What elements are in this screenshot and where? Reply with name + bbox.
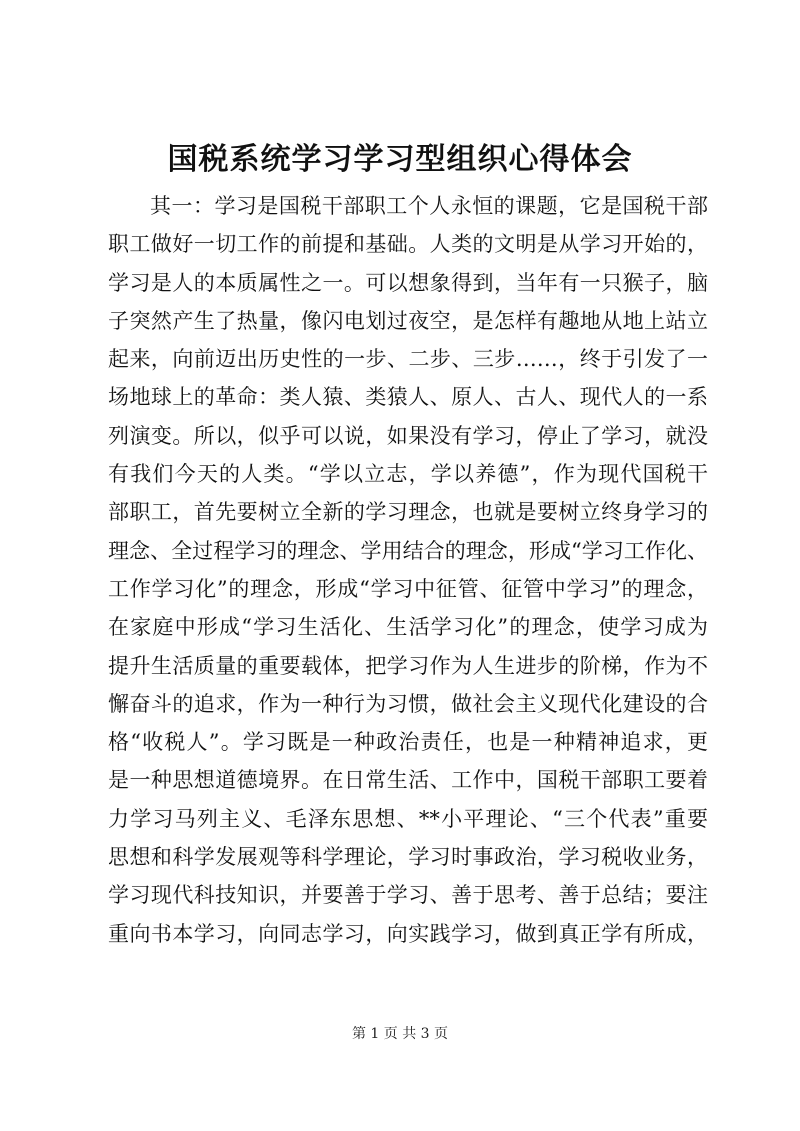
body-line: 思想和科学发展观等科学理论，学习时事政治，学习税收业务，: [108, 845, 708, 870]
page-number-footer: 第 1 页 共 3 页: [351, 1026, 449, 1042]
body-line: 起来，向前迈出历史性的一步、二步、三步……，终于引发了一: [108, 347, 708, 372]
body-line: 在家庭中形成“学习生活化、生活学习化”的理念，使学习成为: [108, 615, 708, 640]
body-line: 列演变。所以，似乎可以说，如果没有学习，停止了学习，就没: [108, 423, 708, 448]
document-title: 国税系统学习学习型组织心得体会: [167, 142, 633, 177]
body-line: 子突然产生了热量，像闪电划过夜空，是怎样有趣地从地上站立: [108, 308, 708, 333]
body-line: 学习现代科技知识，并要善于学习、善于思考、善于总结；要注: [108, 883, 708, 908]
body-line: 有我们今天的人类。“学以立志，学以养德”，作为现代国税干: [108, 462, 708, 487]
body-line: 部职工，首先要树立全新的学习理念，也就是要树立终身学习的: [108, 500, 708, 525]
body-line: 提升生活质量的重要载体，把学习作为人生进步的阶梯，作为不: [108, 653, 708, 678]
body-line: 工作学习化”的理念，形成“学习中征管、征管中学习”的理念，: [108, 576, 708, 601]
body-line: 力学习马列主义、毛泽东思想、**小平理论、“三个代表”重要: [108, 806, 708, 831]
body-line: 场地球上的革命：类人猿、类猿人、原人、古人、现代人的一系: [108, 385, 708, 410]
body-line: 理念、全过程学习的理念、学用结合的理念，形成“学习工作化、: [108, 538, 708, 563]
body-line: 重向书本学习，向同志学习，向实践学习，做到真正学有所成，: [108, 921, 708, 946]
body-line: 学习是人的本质属性之一。可以想象得到，当年有一只猴子，脑: [108, 270, 708, 295]
document-body: [108, 187, 708, 953]
body-line: 是一种思想道德境界。在日常生活、工作中，国税干部职工要着: [108, 768, 708, 793]
body-line: 格“收税人”。学习既是一种政治责任，也是一种精神追求，更: [108, 730, 708, 755]
body-line: 其一：学习是国税干部职工个人永恒的课题，它是国税干部: [150, 194, 708, 218]
body-line: 职工做好一切工作的前提和基础。人类的文明是从学习开始的，: [108, 232, 708, 257]
body-line: 懈奋斗的追求，作为一种行为习惯，做社会主义现代化建设的合: [108, 691, 708, 716]
